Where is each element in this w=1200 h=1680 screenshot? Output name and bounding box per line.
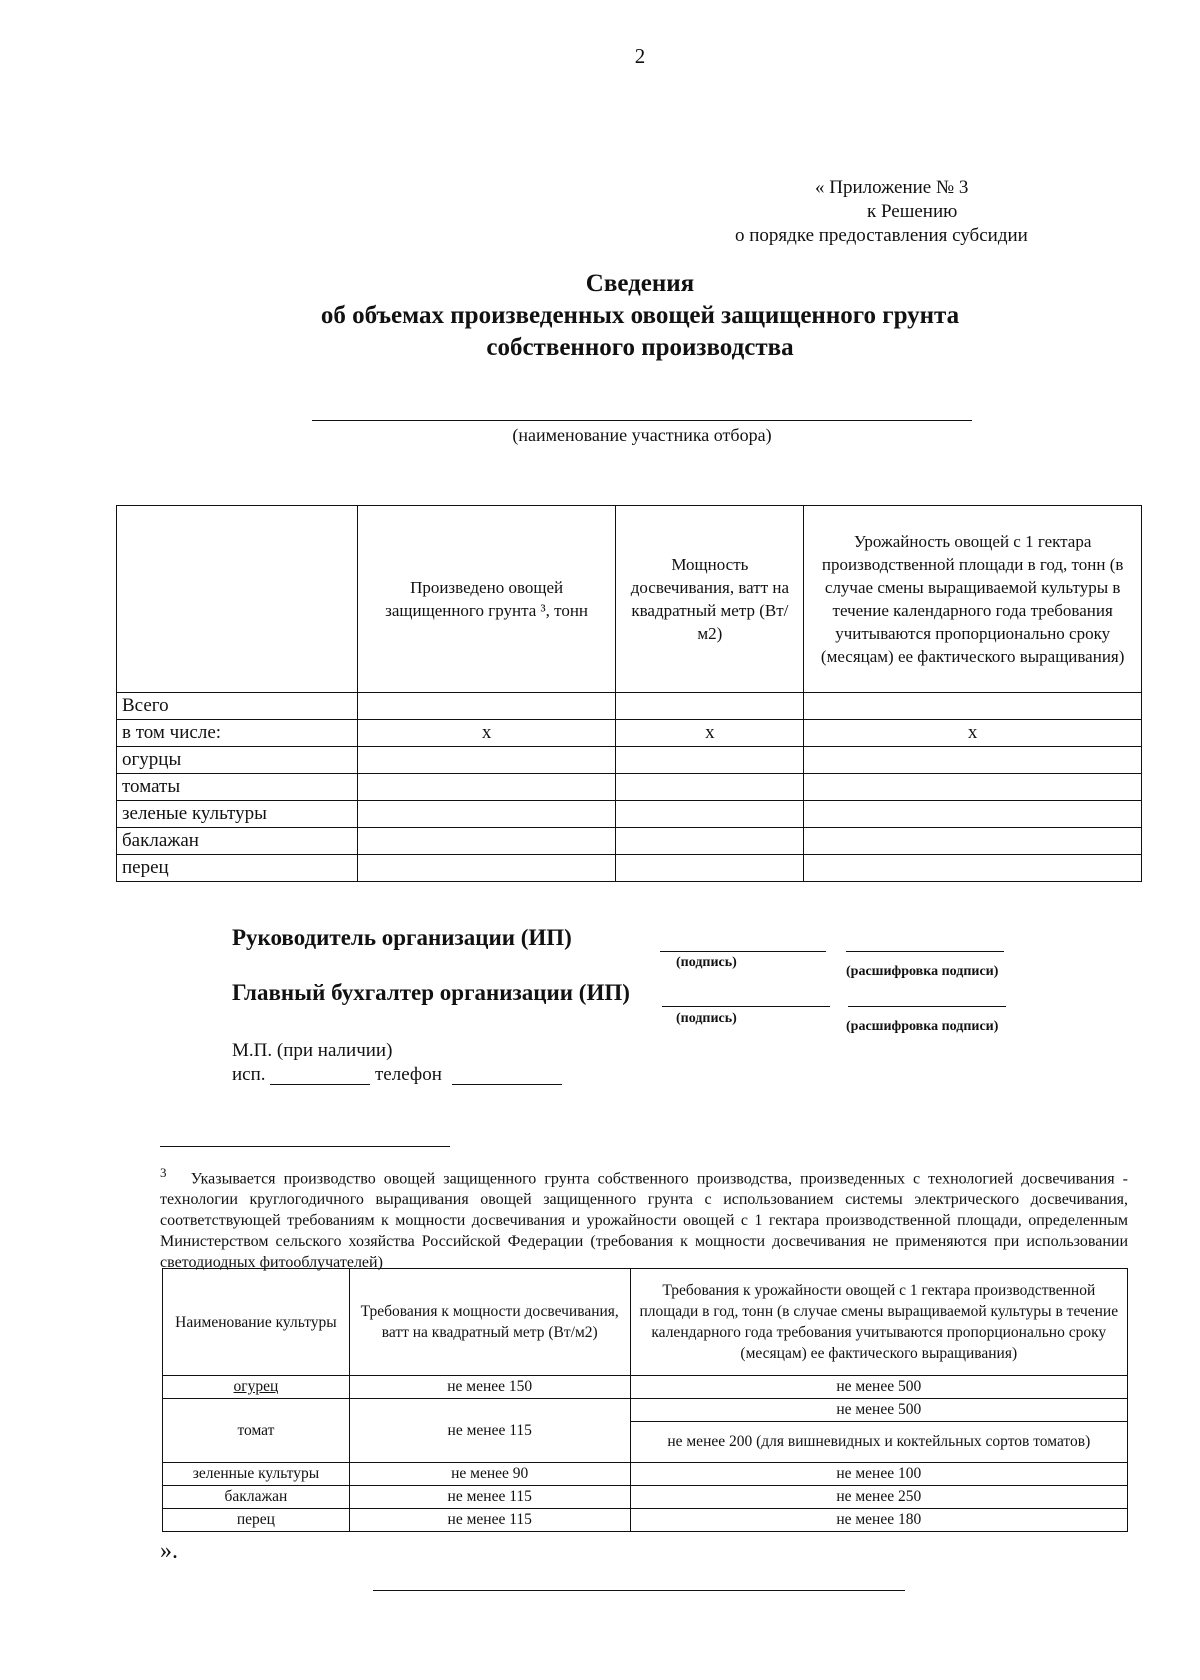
table-cell[interactable] <box>357 747 616 774</box>
footnote-mark: 3 <box>160 1165 167 1180</box>
table-cell[interactable] <box>357 693 616 720</box>
crop-name: томат <box>163 1399 350 1463</box>
bottom-rule <box>373 1590 905 1591</box>
footnote <box>160 1162 1128 1273</box>
table-row <box>163 1463 1128 1486</box>
closing-quote: ». <box>160 1538 178 1564</box>
table-cell[interactable] <box>804 801 1142 828</box>
yield-requirement: не менее 180 <box>630 1509 1127 1532</box>
table-row <box>117 855 1142 882</box>
annex-line-3: о порядке предоставления субсидии <box>735 225 1028 246</box>
table-cell[interactable] <box>616 693 804 720</box>
table-cell[interactable] <box>804 828 1142 855</box>
executor-label: исп. <box>232 1064 266 1085</box>
signature-caption: (подпись) <box>676 955 737 970</box>
header-cell: Мощность досвечивания, ватт на квадратный метр (Вт/м2) <box>616 506 804 693</box>
accountant-signature-line[interactable] <box>662 1006 830 1007</box>
table-cell[interactable] <box>616 855 804 882</box>
table-header-row <box>163 1269 1128 1376</box>
annex-line-1: « Приложение № 3 <box>815 177 969 198</box>
title-line-2: об объемах произведенных овощей защищенного грунта <box>320 302 960 329</box>
table-cell[interactable] <box>616 828 804 855</box>
power-requirement: не менее 90 <box>349 1463 630 1486</box>
table-row <box>117 720 1142 747</box>
annex-reference <box>735 176 1135 248</box>
production-table <box>116 505 1142 882</box>
header-cell <box>117 506 358 693</box>
table-row <box>117 774 1142 801</box>
yield-requirement: не менее 250 <box>630 1486 1127 1509</box>
yield-requirement: не менее 200 (для вишневидных и коктейльных сортов томатов) <box>630 1422 1127 1463</box>
head-signature-label: Руководитель организации (ИП) <box>232 925 572 950</box>
table-cell[interactable] <box>357 855 616 882</box>
table-header-row <box>117 506 1142 693</box>
table-cell[interactable] <box>357 801 616 828</box>
power-requirement: не менее 115 <box>349 1509 630 1532</box>
crop-name: перец <box>163 1509 350 1532</box>
page-number: 2 <box>634 44 646 68</box>
annex-line-2: к Решению <box>867 201 958 222</box>
yield-requirement: не менее 500 <box>630 1399 1127 1422</box>
table-row <box>163 1486 1128 1509</box>
table-cell[interactable] <box>357 828 616 855</box>
row-label: в том числе: <box>117 720 358 747</box>
title-line-3: собственного производства <box>486 334 794 361</box>
yield-requirement: не менее 500 <box>630 1376 1127 1399</box>
participant-name-caption: (наименование участника отбора) <box>512 425 772 445</box>
header-cell: Требования к мощности досвечивания, ватт на квадратный метр (Вт/м2) <box>349 1269 630 1376</box>
decode-caption: (расшифровка подписи) <box>846 964 999 979</box>
table-row <box>117 801 1142 828</box>
table-cell: x <box>804 720 1142 747</box>
row-label: перец <box>117 855 358 882</box>
decode-caption: (расшифровка подписи) <box>846 1019 999 1034</box>
row-label: огурцы <box>117 747 358 774</box>
power-requirement: не менее 115 <box>349 1399 630 1463</box>
table-cell[interactable] <box>804 747 1142 774</box>
document-title <box>0 268 1200 364</box>
power-requirement: не менее 150 <box>349 1376 630 1399</box>
power-requirement: не менее 115 <box>349 1486 630 1509</box>
table-row <box>163 1509 1128 1532</box>
head-signature-line[interactable] <box>660 951 826 952</box>
table-cell[interactable] <box>804 855 1142 882</box>
table-row <box>163 1399 1128 1422</box>
footnote-text: Указывается производство овощей защищенного грунта собственного производства, произведенных с технологией досвечивания - технологии круглогодичного выращивания овощей защищенного грунта с использованием системы электрического досвечивания, соответствующей требованиям к мощности досвечивания и урожайности овощей с 1 гектара производственной площади, определенным Министерством сельского хозяйства Российской Федерации (требования к мощности досвечивания не применяются при использовании светодиодных фитооблучателей) <box>160 1170 1128 1272</box>
signature-caption: (подпись) <box>676 1011 737 1026</box>
requirements-table <box>162 1268 1128 1532</box>
table-row <box>163 1376 1128 1399</box>
header-cell: Урожайность овощей с 1 гектара производственной площади в год, тонн (в случае смены выращиваемой культуры в течение календарного года требования учитываются пропорционально сроку (месяцам) ее фактического выращивания) <box>804 506 1142 693</box>
accountant-signature-label: Главный бухгалтер организации (ИП) <box>232 980 630 1005</box>
crop-name: огурец <box>163 1376 350 1399</box>
header-cell: Наименование культуры <box>163 1269 350 1376</box>
executor-field[interactable] <box>270 1084 370 1085</box>
table-cell[interactable] <box>616 774 804 801</box>
table-row <box>117 828 1142 855</box>
table-cell: x <box>357 720 616 747</box>
table-cell[interactable] <box>616 801 804 828</box>
crop-name: баклажан <box>163 1486 350 1509</box>
row-label: баклажан <box>117 828 358 855</box>
table-cell[interactable] <box>616 747 804 774</box>
title-line-1: Сведения <box>585 270 695 297</box>
head-decode-line[interactable] <box>846 951 1004 952</box>
footnote-separator <box>160 1146 450 1147</box>
table-cell[interactable] <box>804 693 1142 720</box>
accountant-decode-line[interactable] <box>848 1006 1006 1007</box>
yield-requirement: не менее 100 <box>630 1463 1127 1486</box>
header-cell: Произведено овощей защищенного грунта ³, тонн <box>357 506 616 693</box>
table-row <box>117 747 1142 774</box>
row-label: зеленые культуры <box>117 801 358 828</box>
table-cell: x <box>616 720 804 747</box>
table-cell[interactable] <box>357 774 616 801</box>
stamp-note: М.П. (при наличии) <box>232 1040 393 1061</box>
row-label: томаты <box>117 774 358 801</box>
crop-name: зеленные культуры <box>163 1463 350 1486</box>
row-label: Всего <box>117 693 358 720</box>
participant-name-field[interactable] <box>312 420 972 421</box>
table-cell[interactable] <box>804 774 1142 801</box>
phone-field[interactable] <box>452 1084 562 1085</box>
phone-label: телефон <box>375 1064 442 1085</box>
header-cell: Требования к урожайности овощей с 1 гектара производственной площади в год, тонн (в случае смены выращиваемой культуры в течение календарного года требования учитываются пропорционально сроку (месяцам) ее фактического выращивания) <box>630 1269 1127 1376</box>
table-row <box>117 693 1142 720</box>
